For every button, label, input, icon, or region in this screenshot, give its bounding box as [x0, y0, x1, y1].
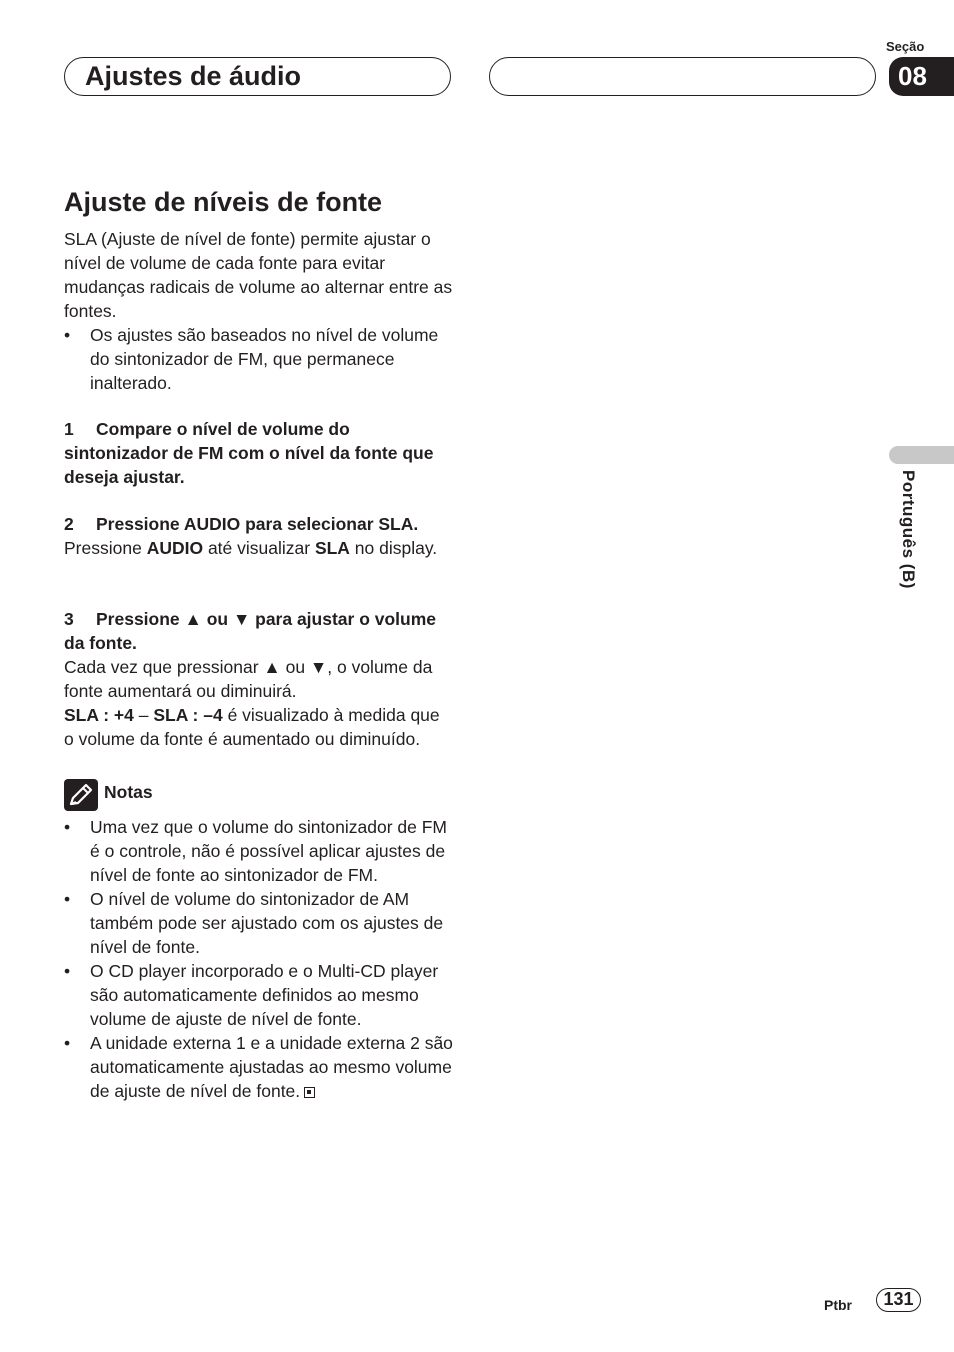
- step-number: 2: [64, 514, 74, 534]
- step-title-text: Pressione AUDIO para selecionar SLA.: [96, 514, 419, 534]
- step-2-body: [64, 536, 454, 560]
- footer-language-code: Ptbr: [824, 1297, 852, 1313]
- note-text: A unidade externa 1 e a unidade externa 2 são automaticamente ajustadas ao mesmo volume de ajuste de nível de fonte.: [90, 1033, 453, 1101]
- step-1-title: [64, 417, 454, 489]
- intro-paragraph: SLA (Ajuste de nível de fonte) permite ajustar o nível de volume de cada fonte para evitar mudanças radicais de volume ao alternar entre as fontes.: [64, 229, 453, 321]
- end-mark-icon: [304, 1087, 315, 1098]
- step-2: [64, 512, 454, 560]
- step-number: 3: [64, 609, 74, 629]
- intro-block: [64, 227, 454, 395]
- step-title-text: Compare o nível de volume do sintonizador de FM com o nível da fonte que deseja ajustar.: [64, 419, 434, 487]
- body-text: –: [133, 705, 154, 725]
- page-number: 131: [876, 1288, 921, 1312]
- step-3-body-2: [64, 703, 454, 751]
- step-2-title: [64, 512, 454, 536]
- note-item: • Uma vez que o volume do sintonizador de FM é o controle, não é possível aplicar ajustes de nível de fonte ao sintonizador de FM.: [64, 815, 454, 887]
- page-title: Ajuste de níveis de fonte: [64, 187, 383, 217]
- body-text: no display.: [349, 538, 438, 558]
- step-1: [64, 417, 454, 489]
- step-number: 1: [64, 419, 74, 439]
- section-label: Seção: [886, 39, 925, 54]
- language-label: Português (B): [899, 470, 918, 589]
- intro-bullet: • Os ajustes são baseados no nível de volume do sintonizador de FM, que permanece inalterado.: [64, 323, 454, 395]
- notes-list: [64, 815, 454, 1103]
- section-badge: 08: [889, 57, 954, 96]
- pencil-icon: [64, 779, 98, 811]
- body-text: é visualizado à medida que o volume da fonte é aumentado ou diminuído.: [64, 705, 440, 749]
- note-item: • O CD player incorporado e o Multi-CD player são automaticamente definidos ao mesmo volume de ajuste de nível de fonte.: [64, 959, 454, 1031]
- body-text: até visualizar: [203, 538, 315, 558]
- header-blank-frame: [489, 57, 876, 96]
- notes-title: Notas: [104, 782, 153, 802]
- note-item: • O nível de volume do sintonizador de AM também pode ser ajustado com os ajustes de nível de fonte.: [64, 887, 454, 959]
- sla-minus-text: SLA : –4: [153, 705, 223, 725]
- audio-key-text: AUDIO: [146, 538, 204, 558]
- language-tab: [889, 446, 954, 464]
- body-text: Pressione: [64, 538, 147, 558]
- note-item: [64, 1031, 454, 1103]
- sla-text: SLA: [314, 538, 350, 558]
- step-3-body: Cada vez que pressionar ▲ ou ▼, o volume da fonte aumentará ou diminuirá.: [64, 657, 433, 701]
- step-3: [64, 607, 454, 751]
- header-title: Ajustes de áudio: [85, 61, 302, 91]
- sla-plus-text: SLA : +4: [64, 705, 134, 725]
- step-3-title: [64, 607, 454, 655]
- step-title-text: Pressione ▲ ou ▼ para ajustar o volume da fonte.: [64, 609, 437, 653]
